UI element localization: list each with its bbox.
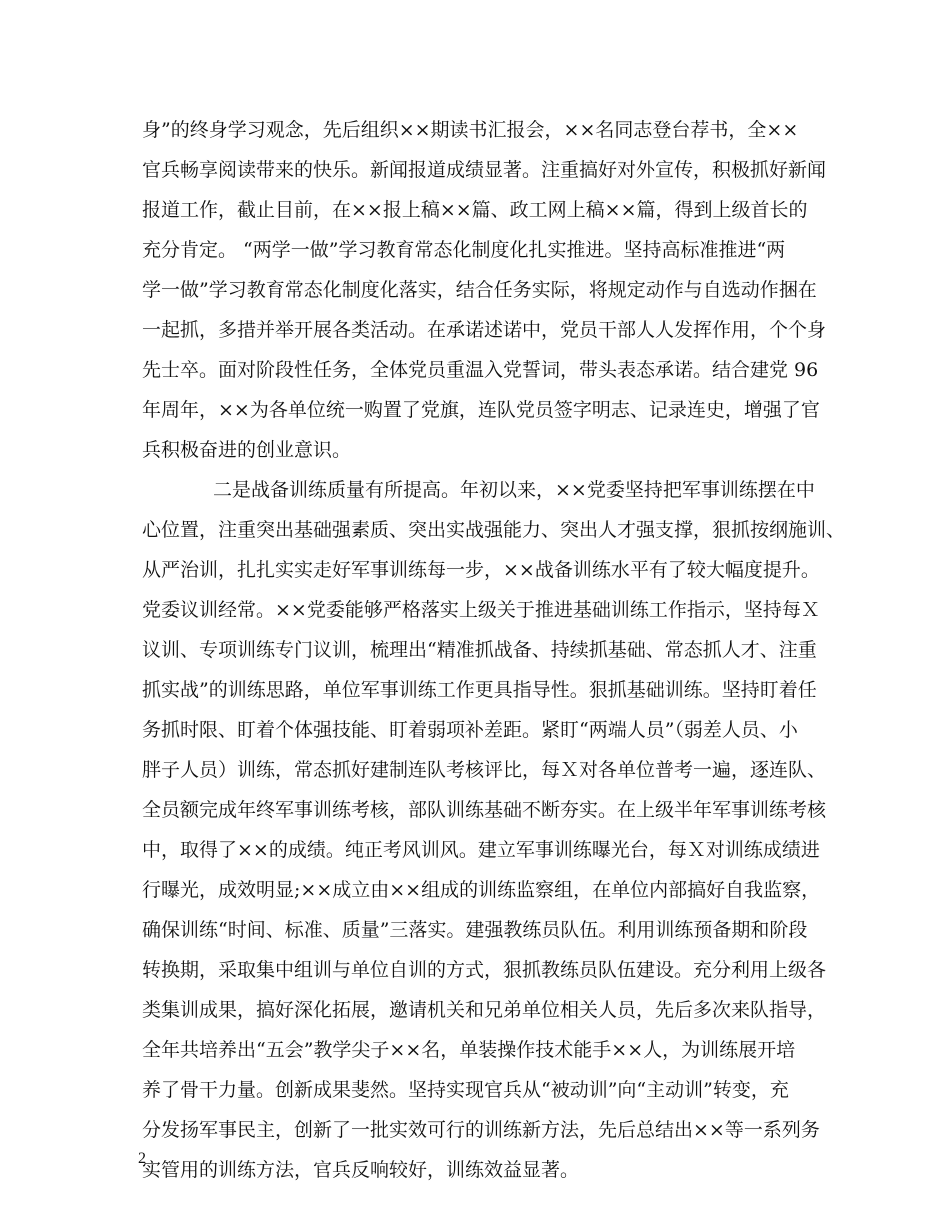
text-line: 胖子人员）训练，常态抓好建制连队考核评比，每Ｘ对各单位普考一遍，逐连队、 [142,759,827,781]
text-line: 全员额完成年终军事训练考核，部队训练基础不断夯实。在上级半年军事训练考核 [142,799,827,821]
text-line: 分发扬军事民主，创新了一批实效可行的训练新方法，先后总结出××等一系列务 [142,1119,820,1141]
text-line: 中，取得了××的成绩。纯正考风训风。建立军事训练曝光台，每Ｘ对训练成绩进 [142,839,820,861]
page-number: 2 [138,1150,146,1167]
text-line: 报道工作，截止目前，在××报上稿××篇、政工网上稿××篇，得到上级首长的 [142,199,808,221]
text-line: 先士卒。面对阶段性任务，全体党员重温入党誓词，带头表态承诺。结合建党 96 [142,359,819,381]
text-line: 务抓时限、盯着个体强技能、盯着弱项补差距。紧盯“两端人员”（弱差人员、小 [142,719,798,741]
text-line: 类集训成果，搞好深化拓展，邀请机关和兄弟单位相关人员，先后多次来队指导， [142,999,827,1021]
text-line: 兵积极奋进的创业意识。 [142,439,352,461]
text-line: 年周年，××为各单位统一购置了党旗，连队党员签字明志、记录连史，增强了官 [142,399,820,421]
text-line: 确保训练“时间、标准、质量”三落实。建强教练员队伍。利用训练预备期和阶段 [142,919,808,941]
text-line: 议训、专项训练专门议训，梳理出“精准抓战备、持续抓基础、常态抓人才、注重 [142,639,817,661]
paragraph-first-line: 二是战备训练质量有所提高。年初以来，××党委坚持把军事训练摆在中 [213,479,815,501]
text-line: 党委议训经常。××党委能够严格落实上级关于推进基础训练工作指示，坚持每Ｘ [142,599,820,621]
text-line: 身”的终身学习观念，先后组织××期读书汇报会，××名同志登台荐书，全×× [142,119,799,141]
text-line: 一起抓，多措并举开展各类活动。在承诺述诺中，党员干部人人发挥作用，个个身 [142,319,827,341]
text-line: 行曝光，成效明显;××成立由××组成的训练监察组，在单位内部搞好自我监察， [142,879,821,901]
text-line: 充分肯定。 “两学一做”学习教育常态化制度化扎实推进。坚持高标准推进“两 [142,239,786,261]
text-line: 从严治训，扎扎实实走好军事训练每一步，××战备训练水平有了较大幅度提升。 [142,559,820,581]
text-line: 转换期，采取集中组训与单位自训的方式，狠抓教练员队伍建设。充分利用上级各 [142,959,827,981]
text-line: 全年共培养出“五会”教学尖子××名，单装操作技术能手××人，为训练展开培 [142,1039,796,1061]
text-line: 官兵畅享阅读带来的快乐。新闻报道成绩显著。注重搞好对外宣传，积极抓好新闻 [142,159,827,181]
text-line: 心位置，注重突出基础强素质、突出实战强能力、突出人才强支撑，狠抓按纲施训、 [142,519,846,541]
text-line: 养了骨干力量。创新成果斐然。坚持实现官兵从“被动训”向“主动训”转变，充 [142,1079,789,1101]
text-line: 抓实战”的训练思路，单位军事训练工作更具指导性。狠抓基础训练。坚持盯着任 [142,679,817,701]
text-line: 学一做”学习教育常态化制度化落实，结合任务实际，将规定动作与自选动作捆在 [142,279,817,301]
text-line: 实管用的训练方法，官兵反响较好，训练效益显著。 [142,1159,580,1181]
